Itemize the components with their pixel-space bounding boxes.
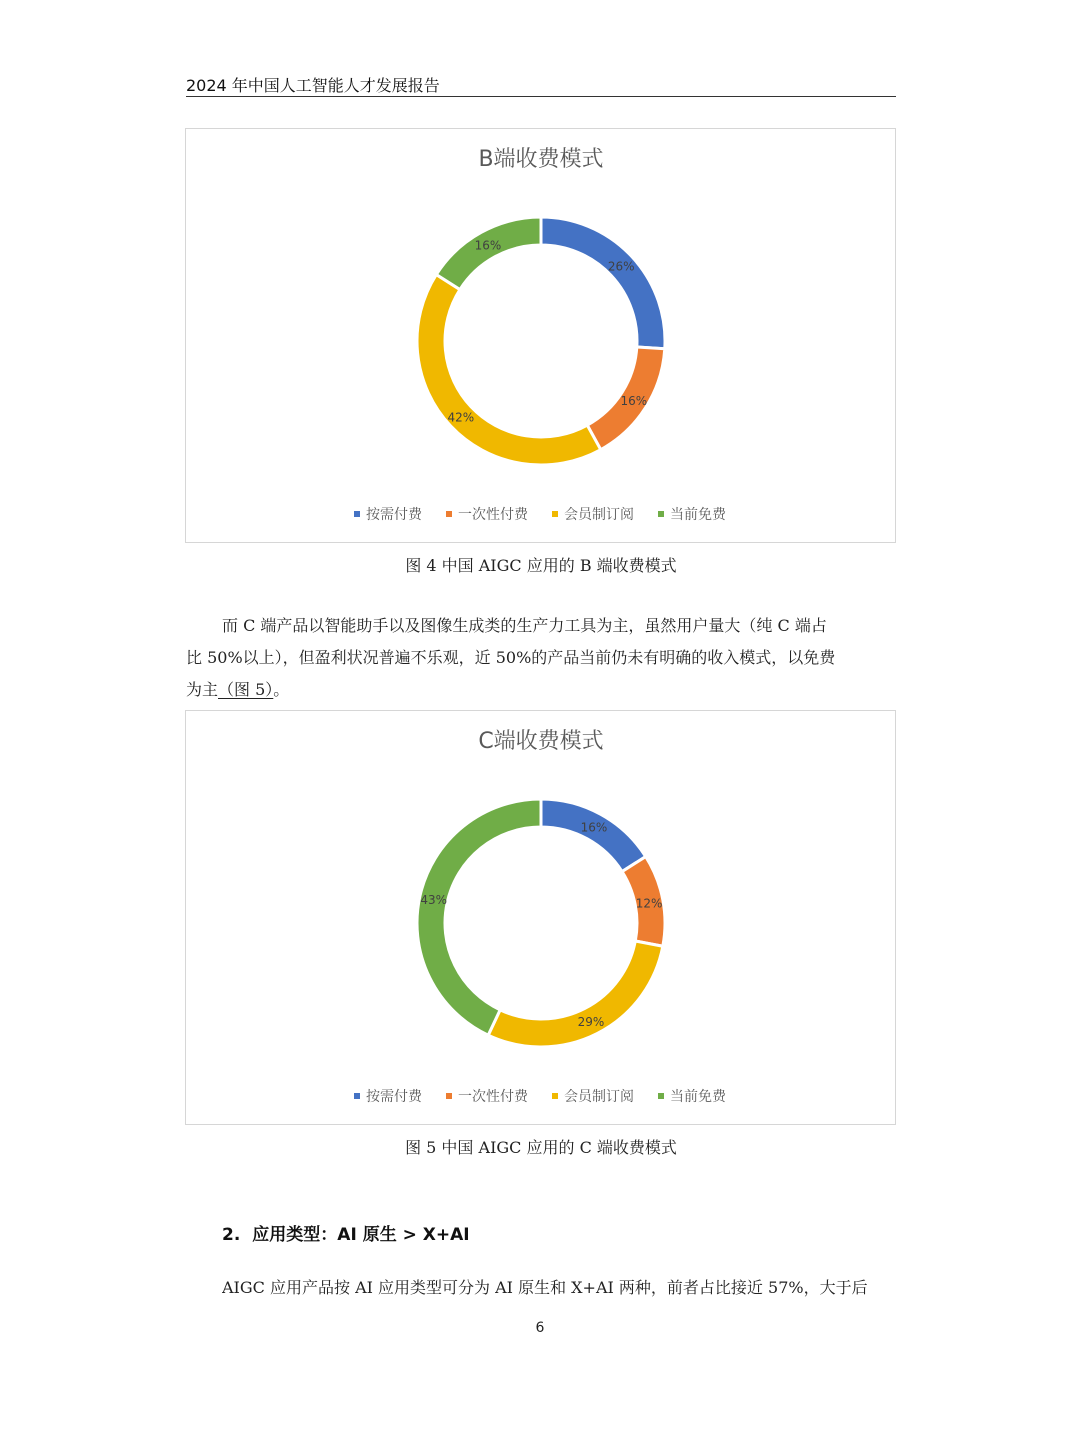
c-slice-4 [417,799,541,1035]
c-data-label-3: 29% [577,1015,605,1030]
c-data-label-4: 43% [420,893,447,908]
c-slice-3 [488,941,663,1047]
section-heading [222,1220,470,1245]
figure-5-caption: 图 5 中国 AIGC 应用的 C 端收费模式 [405,1138,677,1157]
c-data-label-2: 12% [635,896,663,911]
figure-5-reference-link[interactable]: （图 5） [218,680,274,699]
chart-c-svg [186,711,897,1126]
paragraph-line [186,674,896,706]
b-data-label-3: 42% [447,410,475,425]
b-legend-swatch-3 [552,511,558,517]
paragraph-line: AIGC 应用产品按 AI 应用类型可分为 AI 原生和 X+AI 两种，前者占比接近 57%，大于后 [222,1278,868,1297]
c-chart-title: C端收费模式 [478,729,604,754]
chart-c-frame [185,710,896,1125]
c-legend-label-2: 一次性付费 [458,1089,528,1105]
page-number: 6 [535,1320,545,1336]
b-chart-title: B端收费模式 [478,147,604,172]
paragraph-text: 。 [273,680,290,699]
b-legend-swatch-1 [354,511,360,517]
figure-4-caption: 图 4 中国 AIGC 应用的 B 端收费模式 [405,556,677,575]
b-legend-swatch-2 [446,511,452,517]
section-title: 应用类型：AI 原生 > X+AI [252,1225,470,1245]
c-slice-1 [541,799,646,872]
b-legend-label-4: 当前免费 [670,507,726,523]
running-header: 2024 年中国人工智能人才发展报告 [186,76,896,97]
c-legend-swatch-1 [354,1093,360,1099]
b-slice-4 [436,217,541,290]
paragraph-line: 而 C 端产品以智能助手以及图像生成类的生产力工具为主，虽然用户量大（纯 C 端占 [222,616,827,635]
b-data-label-2: 16% [620,393,648,408]
b-data-label-1: 26% [607,259,635,274]
section-number: 2. [222,1225,241,1245]
b-legend-label-3: 会员制订阅 [564,507,634,523]
chart-b-svg [186,129,897,544]
b-data-label-4: 16% [474,238,502,253]
c-legend-swatch-4 [658,1093,664,1099]
chart-b-frame [185,128,896,543]
paragraph-text: 为主 [186,680,219,699]
c-data-label-1: 16% [580,820,608,835]
b-legend-swatch-4 [658,511,664,517]
b-slice-1 [541,217,665,349]
b-legend-label-2: 一次性付费 [458,507,528,523]
c-legend-label-3: 会员制订阅 [564,1089,634,1105]
body-paragraph-2 [222,1272,896,1304]
c-legend-label-1: 按需付费 [366,1089,422,1105]
c-legend-swatch-2 [446,1093,452,1099]
c-legend-swatch-3 [552,1093,558,1099]
b-slice-3 [417,275,601,465]
paragraph-line: 比 50%以上），但盈利状况普遍不乐观，近 50%的产品当前仍未有明确的收入模式，以免费 [186,648,836,667]
b-legend-label-1: 按需付费 [366,507,422,523]
body-paragraph-1 [186,610,896,706]
c-legend-label-4: 当前免费 [670,1089,726,1105]
